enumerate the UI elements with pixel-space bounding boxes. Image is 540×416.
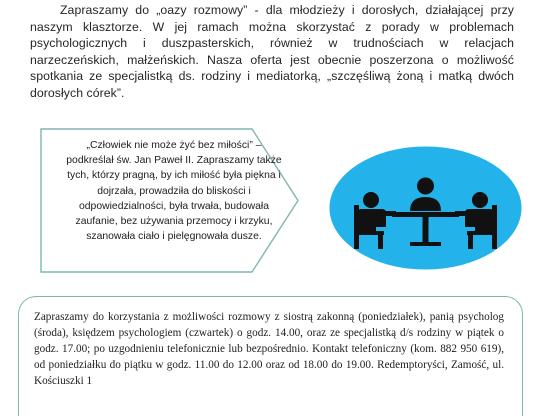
quote-text: „Człowiek nie może żyć bez miłości” – podkreślał św. Jan Paweł II. Zapraszamy także tych, którzy pragną, by ich miłość była piękna i dojrzała, prowadziła do bliskości i odpowiedzialności, była trwała, budowała zaufanie, bez używania przemocy i krzyku, szanowała ciało i pielęgnowała dusze.	[66, 140, 282, 243]
intro-text: Zapraszamy do „oazy rozmowy” - dla młodzieży i dorosłych, działającej przy naszym klasztorze. W jej ramach można skorzystać z porady w problemach psychologicznych i duszpasterskich, również w trudnościach w relacjach narzeczeńskich, małżeńskich. Nasza oferta jest obecnie poszerzona o możliwość spotkania ze specjalistką ds. rodziny i mediatorką, „szczęśliwą żoną i matką dwóch dorosłych córek”.	[30, 3, 514, 100]
info-paragraph	[34, 310, 504, 390]
meeting-table-icon	[328, 145, 523, 271]
quote-arrow-box	[40, 128, 300, 273]
intro-paragraph	[30, 2, 514, 102]
info-text: Zapraszamy do korzystania z możliwości rozmowy z siostrą zakonną (poniedziałek), panią psycholog (środa), księdzem psychologiem (czwartek) o godz. 14.00, oraz ze specjalistką d/s rodziny w piątek o godz. 17.00; po uzgodnieniu telefonicznie lub bezpośrednio. Kontakt telefoniczny (kom. 882 950 619), od poniedziałku do piątku w godz. 11.00 do 12.00 oraz od 18.00 do 19.00. Redemptoryści, Zamość, ul. Kościuszki 1	[34, 311, 504, 387]
